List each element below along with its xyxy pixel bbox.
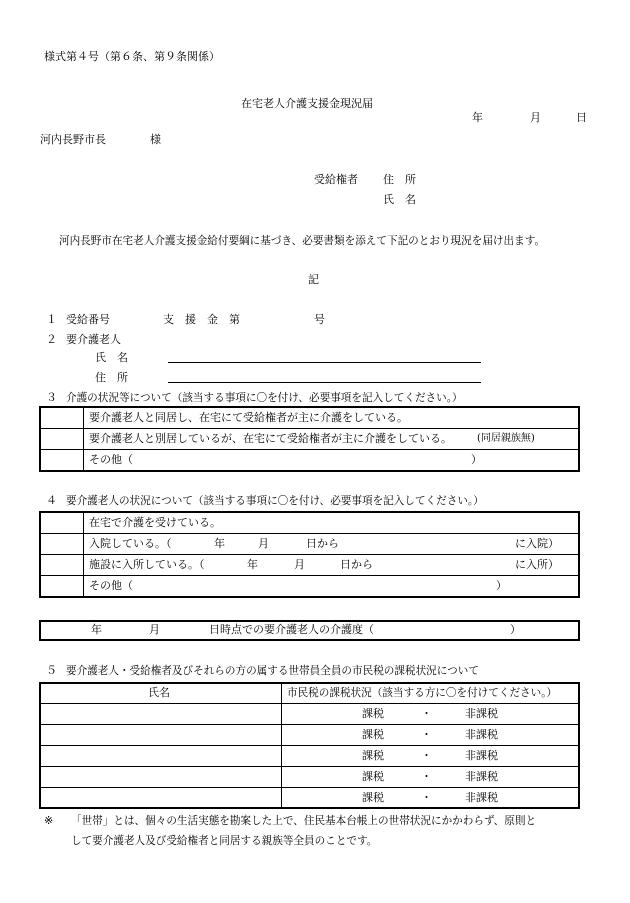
care-level-year: 年 [91, 623, 102, 636]
ki-label: 記 [308, 273, 319, 286]
elder-name-line[interactable] [168, 362, 481, 363]
date-year-label: 年 [472, 111, 483, 124]
section4-row2-month: 月 [258, 537, 269, 550]
footnote-line2: して要介護老人及び受給権者と同居する親族等全員のことです。 [71, 835, 378, 847]
page-title: 在宅老人介護支援金現況届 [241, 97, 373, 110]
date-month-label: 月 [530, 111, 541, 124]
section4-label: 要介護老人の状況について（該当する事項に〇を付け、必要事項を記入してください。） [66, 495, 484, 507]
section3-rowline2 [40, 449, 579, 450]
section4-row3-year: 年 [247, 558, 258, 571]
section3-divider [83, 407, 84, 471]
section5-number: ５ [46, 664, 57, 677]
section4-rowline2 [40, 554, 579, 555]
tax-option-separator: ・ [421, 749, 432, 762]
applicant-label: 受給権者 [314, 173, 358, 186]
tax-option-taxed[interactable]: 課税 [362, 770, 384, 783]
section5-rowline2 [40, 745, 579, 746]
col-status-header: 市民税の課税状況（該当する方に〇を付けてください。） [287, 687, 558, 699]
date-day-label: 日 [576, 111, 587, 124]
footnote-line1: 「世帯」とは、個々の生活実態を勘案した上で、住民基本台帳上の世帯状況にかかわらず、原則と [71, 815, 537, 827]
section4-row3-month: 月 [294, 558, 305, 571]
section4-row2-day: 日から [306, 537, 339, 550]
applicant-name-label: 氏 名 [383, 193, 416, 206]
section4-row1-text: 在宅で介護を受けている。 [89, 516, 221, 529]
tax-option-separator: ・ [421, 791, 432, 804]
elder-address-label: 住 所 [95, 371, 128, 384]
section4-row3-text: 施設に入所している。（ [89, 558, 205, 571]
section3-rowline1 [40, 428, 579, 429]
section3-label: 介護の状況等について（該当する事項に〇を付け、必要事項を記入してください。） [66, 392, 463, 404]
section5-label: 要介護老人・受給権者及びそれらの方の属する世帯員全員の市民税の課税状況について [66, 665, 479, 677]
section4-row4-text: その他（ [89, 579, 133, 592]
section4-row3-end: に入所） [515, 558, 559, 571]
section1-number: １ [46, 313, 57, 326]
section5-rowline4 [40, 787, 579, 788]
section3-row2-note: (同居親族無) [477, 433, 535, 444]
tax-option-taxed[interactable]: 課税 [362, 791, 384, 804]
intro-text: 河内長野市在宅老人介護支援金給付要綱に基づき、必要書類を添えて下記のとおり現況を届け出ます。 [59, 235, 546, 247]
footnote-mark: ※ [44, 814, 54, 827]
section4-rowline3 [40, 575, 579, 576]
section4-number: ４ [46, 494, 57, 507]
tax-option-taxed[interactable]: 課税 [362, 707, 384, 720]
section4-row4-end: ） [496, 579, 507, 592]
tax-option-nontaxed[interactable]: 非課税 [465, 770, 498, 783]
section1-suffix: 号 [314, 313, 325, 326]
section4-row2-end: に入院） [515, 537, 559, 550]
tax-option-taxed[interactable]: 課税 [362, 749, 384, 762]
applicant-address-label: 住 所 [383, 173, 416, 186]
section1-label: 受給番号 [66, 313, 110, 326]
section5-headerline [40, 703, 579, 704]
honorific: 様 [150, 133, 161, 146]
section4-row2-year: 年 [214, 537, 225, 550]
tax-option-taxed[interactable]: 課税 [362, 728, 384, 741]
section3-number: ３ [46, 391, 57, 404]
section5-rowline3 [40, 766, 579, 767]
tax-option-nontaxed[interactable]: 非課税 [465, 728, 498, 741]
section1-text: 支 援 金 第 [163, 313, 240, 326]
addressee: 河内長野市長 [40, 133, 106, 146]
tax-option-nontaxed[interactable]: 非課税 [465, 749, 498, 762]
elder-name-label: 氏 名 [95, 351, 128, 364]
tax-option-separator: ・ [421, 707, 432, 720]
section2-number: ２ [46, 333, 57, 346]
tax-option-nontaxed[interactable]: 非課税 [465, 791, 498, 804]
care-level-end: ） [510, 623, 521, 636]
care-level-text: 日時点での要介護老人の介護度（ [209, 623, 374, 636]
tax-option-nontaxed[interactable]: 非課税 [465, 707, 498, 720]
section4-row2-text: 入院している。（ [89, 537, 172, 550]
section4-rowline1 [40, 533, 579, 534]
care-level-month: 月 [149, 623, 160, 636]
section3-row3-text: その他（ [89, 453, 133, 466]
section3-row2-text: 要介護老人と別居しているが、在宅にて受給権者が主に介護をしている。 [89, 432, 452, 445]
section2-label: 要介護老人 [66, 333, 121, 346]
tax-option-separator: ・ [421, 770, 432, 783]
col-name-header: 氏名 [148, 686, 170, 699]
section3-row1-text: 要介護老人と同居し、在宅にて受給権者が主に介護をしている。 [89, 411, 408, 424]
section3-row3-close: ） [471, 453, 482, 466]
tax-option-separator: ・ [421, 728, 432, 741]
section4-row3-day: 日から [340, 558, 373, 571]
section5-rowline1 [40, 724, 579, 725]
elder-address-line[interactable] [168, 382, 481, 383]
form-number: 様式第４号（第６条、第９条関係） [44, 50, 220, 63]
